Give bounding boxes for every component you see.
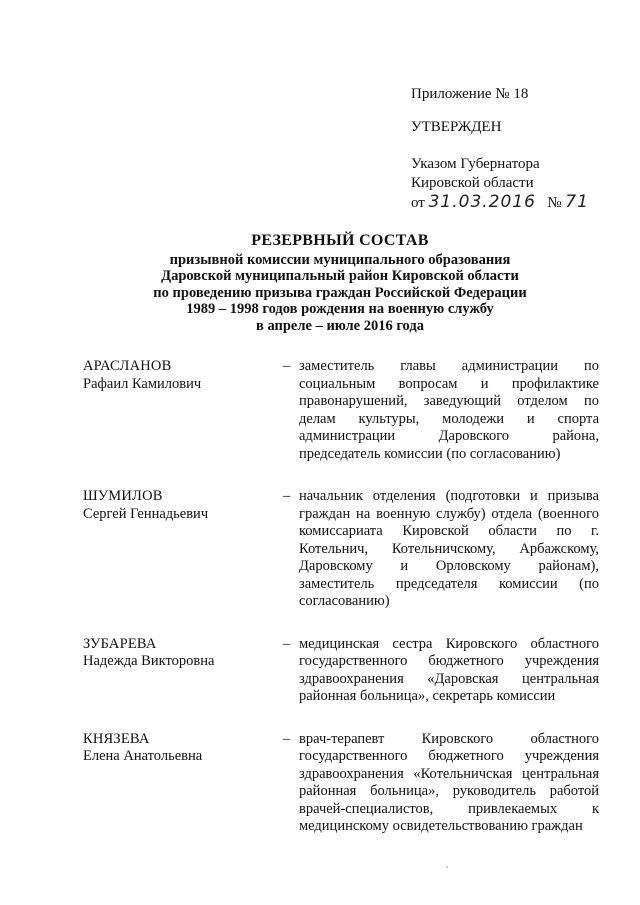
- decree-line-1: Указом Губернатора: [411, 156, 540, 172]
- members-list: [83, 358, 603, 861]
- member-description: начальник отделения (подготовки и призыва граждан на военную службу) отдела (военного комиссариата Кировской области по г. Котельнич, Котельничскому, Арбажскому, Даровскому и Орловскому районам), заместитель председателя комиссии (по согласованию): [299, 488, 599, 609]
- member-description: врач-терапевт Кировского областного государственного бюджетного учреждения здравоохранения «Котельничская центральная районная больница», руководитель работой врачей-специалистов, привлекаемых к медицинскому освидетельствованию граждан: [299, 730, 599, 834]
- member-name: [83, 636, 283, 671]
- title-line: призывной комиссии муниципального образования: [169, 251, 511, 268]
- member-entry: [83, 636, 603, 706]
- member-surname: ШУМИЛОВ: [83, 488, 163, 504]
- decree-date-line: [411, 193, 611, 213]
- member-surname: ЗУБАРЕВА: [83, 635, 157, 652]
- member-name: [83, 358, 283, 393]
- member-given-names: Сергей Геннадьевич: [83, 505, 209, 522]
- approval-block: [411, 85, 611, 213]
- member-entry: [83, 488, 603, 611]
- member-surname: АРАСЛАНОВ: [83, 358, 172, 374]
- decree-line-2: Кировской области: [411, 175, 534, 191]
- member-description: медицинская сестра Кировского областного государственного бюджетного учреждения здравоохранения «Даровская центральная районная больница», секретарь комиссии: [299, 635, 599, 704]
- approved-stamp: УТВЕРЖДЕН: [411, 119, 502, 135]
- member-entry: [83, 731, 603, 836]
- decree-number-handwritten: 71: [565, 192, 589, 212]
- member-description: заместитель главы администрации по социальным вопросам и профилактике правонарушений, заведующий отделом по делам культуры, молодежи и спорта администрации Даровского района, председатель комиссии (по согласованию): [299, 358, 599, 462]
- number-prefix: №: [547, 195, 562, 211]
- document-title: [60, 233, 620, 334]
- member-given-names: Надежда Викторовна: [83, 653, 215, 669]
- title-main: РЕЗЕРВНЫЙ СОСТАВ: [251, 232, 429, 249]
- member-dash: –: [283, 635, 291, 652]
- title-line: 1989 – 1998 годов рождения на военную службу: [186, 301, 494, 317]
- appendix-number: Приложение № 18: [411, 86, 529, 102]
- title-line: в апреле – июле 2016 года: [256, 317, 424, 334]
- decree-date-handwritten: 31.03.2016: [428, 192, 536, 212]
- title-line: Даровской муниципальный район Кировской области: [161, 268, 519, 284]
- scan-speck: [446, 866, 448, 868]
- member-given-names: Елена Анатольевна: [83, 748, 203, 764]
- member-given-names: Рафаил Камилович: [83, 375, 202, 392]
- date-prefix: от: [411, 195, 425, 211]
- title-line: по проведению призыва граждан Российской Федерации: [153, 284, 527, 301]
- member-dash: –: [283, 358, 291, 374]
- member-name: [83, 488, 283, 523]
- member-dash: –: [283, 488, 291, 504]
- member-name: [83, 731, 283, 766]
- member-entry: [83, 358, 603, 463]
- member-dash: –: [283, 730, 291, 747]
- member-surname: КНЯЗЕВА: [83, 730, 150, 747]
